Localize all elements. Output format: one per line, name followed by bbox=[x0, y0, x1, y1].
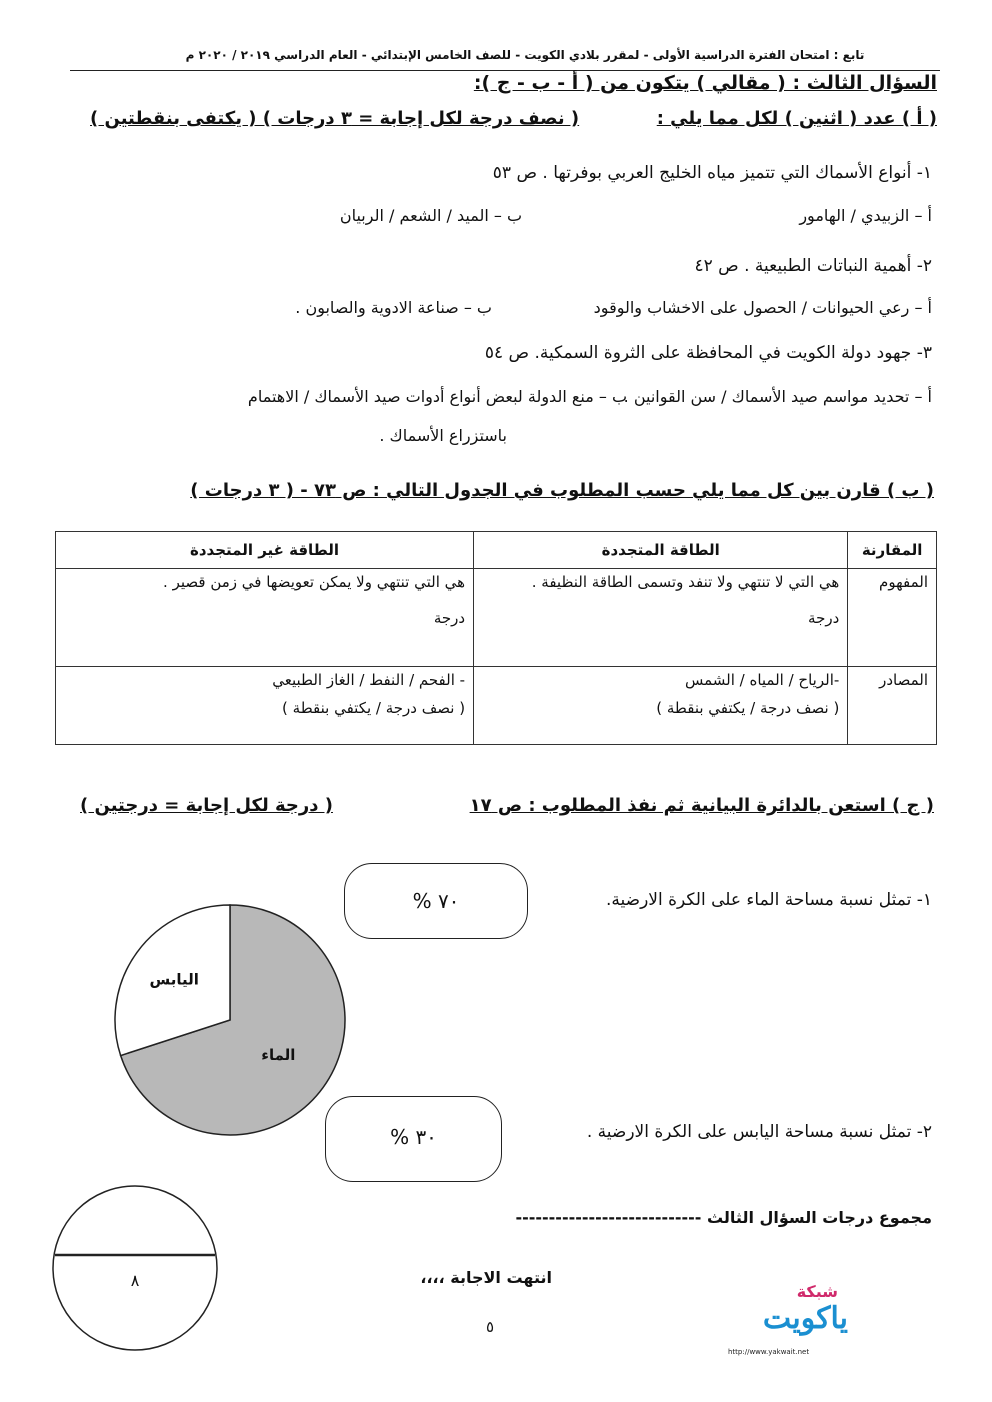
section-a-question-1: ١- أنواع الأسماك التي تتميز مياه الخليج العربي بوفرتها . ص ٥٣ bbox=[492, 163, 932, 183]
yakwait-logo bbox=[728, 1282, 848, 1392]
nonrenewable-sources-note: ( نصف درجة / يكتفي بنقطة ) bbox=[282, 699, 466, 717]
table-row bbox=[56, 667, 937, 745]
total-score-dashes: ---------------------------- bbox=[515, 1208, 702, 1227]
section-a-answer-1b: ب – الميد / الشعم / الربيان bbox=[339, 206, 522, 225]
section-a-answer-3b: ب – منع الدولة لبعض أنواع أدوات صيد الأسماك / الاهتمام bbox=[247, 387, 627, 406]
pie-chart bbox=[110, 900, 350, 1140]
answer-box-land bbox=[325, 1096, 502, 1182]
pie-label-land: اليابس bbox=[149, 970, 199, 989]
section-a-answer-1a: أ – الزبيدي / الهامور bbox=[799, 206, 932, 225]
total-score-line bbox=[515, 1208, 932, 1227]
row-label-sources: المصادر bbox=[848, 667, 937, 745]
answer-water-percent: % ٧٠ bbox=[412, 889, 460, 913]
renewable-concept-note: درجة bbox=[808, 609, 840, 627]
table-row bbox=[56, 569, 937, 667]
comparison-table bbox=[55, 531, 937, 745]
section-a-answer-3b-continued: باستزراع الأسماك . bbox=[379, 426, 507, 445]
renewable-sources-note: ( نصف درجة / يكتفي بنقطة ) bbox=[656, 699, 840, 717]
page-number: ٥ bbox=[486, 1318, 495, 1336]
logo-brand-text: ياكويت bbox=[762, 1301, 848, 1336]
answer-box-water bbox=[344, 863, 528, 939]
section-a-question-3: ٣- جهود دولة الكويت في المحافظة على الثروة السمكية. ص ٥٤ bbox=[484, 343, 932, 363]
score-circle bbox=[50, 1178, 220, 1358]
section-c-question-1: ١- تمثل نسبة مساحة الماء على الكرة الارضية. bbox=[605, 890, 932, 910]
section-b-title: ( ب ) قارن بين كل مما يلي حسب المطلوب في الجدول التالي : ص ٧٣ - ( ٣ درجات ) bbox=[190, 480, 934, 501]
cell-renewable-sources bbox=[474, 667, 848, 745]
renewable-concept-text: هي التي لا تنتهي ولا تنفد وتسمى الطاقة النظيفة . bbox=[531, 573, 840, 591]
cell-renewable-concept bbox=[474, 569, 848, 667]
section-c-marks: ( درجة لكل إجابة = درجتين ) bbox=[80, 795, 333, 816]
score-circle-outline bbox=[53, 1186, 217, 1350]
question-3-title: السؤال الثالث : ( مقالي ) يتكون من ( أ - ب - ج ): bbox=[473, 72, 937, 94]
nonrenewable-concept-text: هي التي تنتهي ولا يمكن تعويضها في زمن قصير . bbox=[163, 573, 466, 591]
row-label-concept: المفهوم bbox=[848, 569, 937, 667]
section-c-question-2: ٢- تمثل نسبة مساحة اليابس على الكرة الارضية . bbox=[586, 1122, 932, 1142]
header-divider bbox=[70, 70, 940, 71]
renewable-sources-text: -الرياح / المياه / الشمس bbox=[684, 671, 840, 689]
section-a-answer-2b: ب – صناعة الادوية والصابون . bbox=[295, 298, 492, 317]
nonrenewable-sources-text: - الفحم / النفط / الغاز الطبيعي bbox=[272, 671, 466, 689]
exam-header: تابع : امتحان الفترة الدراسية الأولى - لمقرر بلادي الكويت - للصف الخامس الإبتدائي - العام الدراسي ٢٠١٩ / ٢٠٢٠ م bbox=[185, 48, 865, 62]
score-value: ٨ bbox=[130, 1271, 140, 1290]
end-of-answers: انتهت الاجابة ،،،، bbox=[420, 1268, 552, 1287]
nonrenewable-concept-note: درجة bbox=[433, 609, 466, 627]
answer-land-percent: % ٣٠ bbox=[390, 1125, 437, 1149]
section-a-title: ( أ ) عدد ( اثنين ) لكل مما يلي : bbox=[656, 108, 937, 129]
section-c-title: ( ج ) استعن بالدائرة البيانية ثم نفذ المطلوب : ص ١٧ bbox=[469, 795, 934, 816]
logo-network-text: شبكة bbox=[796, 1282, 838, 1301]
cell-nonrenewable-sources bbox=[56, 667, 474, 745]
header-comparison: المقارنة bbox=[848, 532, 937, 569]
logo-url-text: http://www.yakwait.net bbox=[728, 1348, 810, 1356]
header-nonrenewable: الطاقة غير المتجددة bbox=[56, 532, 474, 569]
total-score-label: مجموع درجات السؤال الثالث bbox=[706, 1208, 932, 1227]
section-a-answer-2a: أ – رعي الحيوانات / الحصول على الاخشاب والوقود bbox=[593, 298, 932, 317]
header-renewable: الطاقة المتجددة bbox=[474, 532, 848, 569]
section-a-answer-3a: أ – تحديد مواسم صيد الأسماك / سن القوانين . bbox=[623, 387, 932, 406]
pie-label-water: الماء bbox=[261, 1046, 296, 1065]
section-a-question-2: ٢- أهمية النباتات الطبيعية . ص ٤٢ bbox=[694, 256, 932, 276]
section-a-marks: ( نصف درجة لكل إجابة = ٣ درجات ) ( يكتفى بنقطتين ) bbox=[90, 108, 580, 129]
table-header-row bbox=[56, 532, 937, 569]
cell-nonrenewable-concept bbox=[56, 569, 474, 667]
